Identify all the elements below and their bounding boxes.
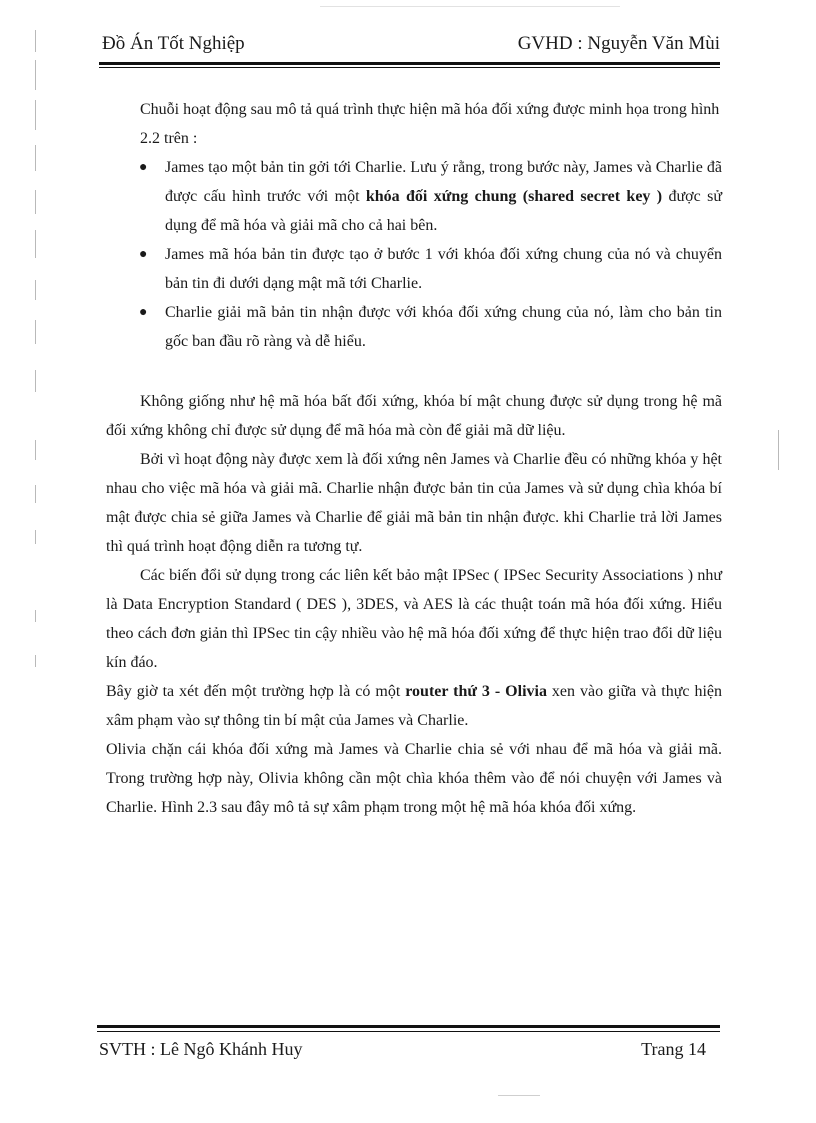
scan-artifact-margin: [35, 100, 36, 130]
scan-artifact-margin: [35, 230, 36, 258]
scan-artifact-margin: [35, 60, 36, 90]
bullet-dot-icon: ●: [139, 305, 148, 320]
shared-key-term: khóa đối xứng chung (shared secret key ): [365, 188, 663, 205]
supervisor-name: GVHD : Nguyễn Văn Mùi: [517, 33, 720, 54]
header-rule-thin: [99, 67, 720, 68]
student-name: SVTH : Lê Ngô Khánh Huy: [99, 1039, 303, 1059]
list-item-text: Charlie giải mã bản tin nhận được với khóa đối xứng chung của nó, làm cho bản tin gốc ban đầu rõ ràng và dễ hiểu.: [165, 304, 722, 350]
scan-artifact-top: [320, 6, 620, 7]
body-paragraph: Các biến đổi sử dụng trong các liên kết bảo mật IPSec ( IPSec Security Associations ) như là Data Encryption Standard ( DES ), 3DES, và AES là các thuật toán mã hóa đối xứng. Hiểu theo cách đơn giản thì IPSec tin cậy nhiều vào hệ mã hóa đối xứng để thực hiện trao đổi dữ liệu kín đáo.: [106, 567, 722, 671]
list-item-text: James tạo một bản tin gởi tới Charlie. Lưu ý rằng, trong bước này, James và Charlie đã được cấu hình trước với một khóa đối xứng chung (shared secret key ) được sử dụng để mã hóa và giải mã cho cả hai bên.: [165, 159, 723, 234]
document-title: Đồ Án Tốt Nghiệp: [102, 33, 245, 54]
scan-artifact-margin: [35, 30, 36, 52]
list-item: [106, 153, 722, 240]
footer-rule: [97, 1025, 720, 1028]
body-paragraph: Bây giờ ta xét đến một trường hợp là có một router thứ 3 - Olivia xen vào giữa và thực hiện xâm phạm vào sự thông tin bí mật của James và Charlie.: [106, 683, 723, 729]
scan-artifact-margin: [35, 440, 36, 460]
page-body: [106, 95, 722, 822]
scan-artifact-margin: [35, 610, 36, 622]
scan-artifact-margin: [35, 320, 36, 344]
list-item-text: James mã hóa bản tin được tạo ở bước 1 với khóa đối xứng chung của nó và chuyển bản tin đi dưới dạng mật mã tới Charlie.: [165, 246, 722, 292]
step-list: [106, 153, 722, 356]
scan-artifact-margin: [35, 485, 36, 503]
intro-paragraph: Chuỗi hoạt động sau mô tả quá trình thực hiện mã hóa đối xứng được minh họa trong hình 2.2 trên :: [140, 101, 720, 147]
paragraph-gap: [106, 356, 722, 387]
scan-artifact-margin: [35, 190, 36, 214]
list-item: [106, 298, 722, 356]
bullet-dot-icon: ●: [139, 247, 148, 262]
body-paragraph: Không giống như hệ mã hóa bất đối xứng, khóa bí mật chung được sử dụng trong hệ mã đối xứng không chỉ được sử dụng để mã hóa mà còn để giải mã dữ liệu.: [106, 393, 722, 439]
header-rule: [99, 62, 720, 65]
scan-artifact-bottom: [498, 1095, 540, 1096]
bullet-dot-icon: ●: [139, 160, 148, 175]
router-term: router thứ 3 - Olivia: [405, 683, 547, 700]
scan-artifact-margin: [35, 280, 36, 300]
scan-artifact-margin: [35, 655, 36, 667]
footer-rule-thin: [97, 1031, 720, 1032]
page-number: Trang 14: [641, 1039, 706, 1059]
scan-artifact-margin: [778, 430, 779, 470]
scan-artifact-margin: [35, 370, 36, 392]
scan-artifact-margin: [35, 145, 36, 171]
list-item: [106, 240, 722, 298]
page-header: [99, 33, 720, 63]
body-paragraph: Olivia chặn cái khóa đối xứng mà James và Charlie chia sẻ với nhau để mã hóa và giải mã. Trong trường hợp này, Olivia không cần một chìa khóa thêm vào để nói chuyện với James và Charlie. Hình 2.3 sau đây mô tả sự xâm phạm trong một hệ mã hóa khóa đối xứng.: [106, 741, 722, 816]
body-paragraph: Bởi vì hoạt động này được xem là đối xứng nên James và Charlie đều có những khóa y hệt nhau cho việc mã hóa và giải mã. Charlie nhận được bản tin của James và sử dụng chìa khóa bí mật được chia sẻ giữa James và Charlie để giải mã bản tin nhận được. khi Charlie trả lời James thì quá trình hoạt động diễn ra tương tự.: [106, 451, 722, 555]
scan-artifact-margin: [35, 530, 36, 544]
